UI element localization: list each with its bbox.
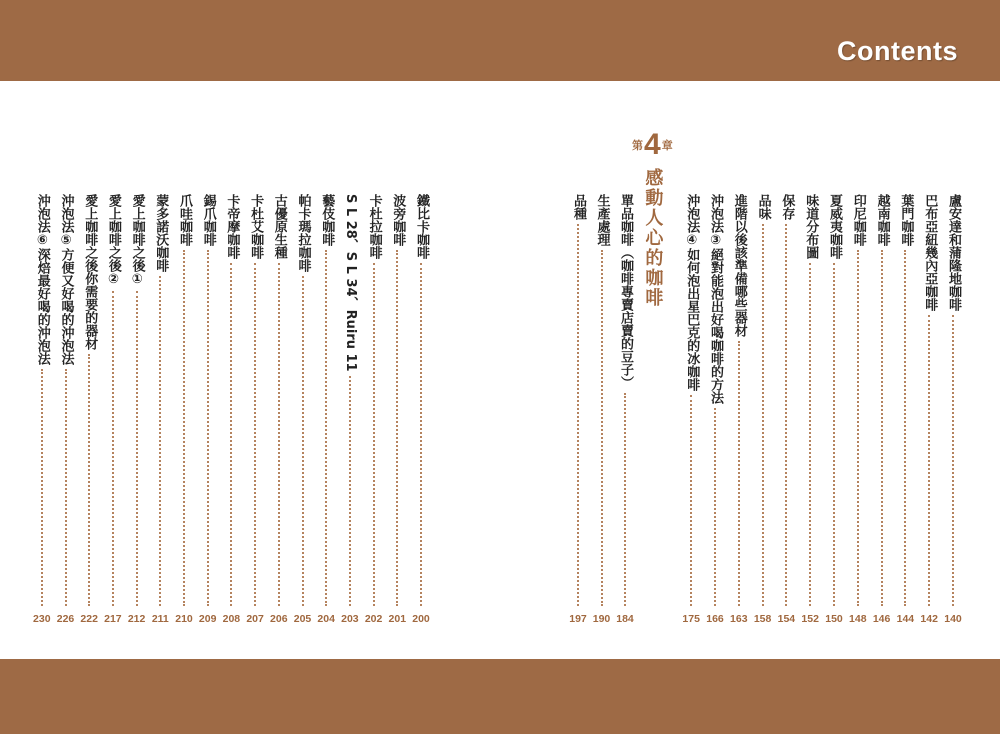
chapter-suffix: 章 (661, 139, 673, 152)
toc-entry-title: 印尼咖啡 (850, 194, 866, 246)
toc-leader-dots (904, 250, 906, 606)
toc-page-number: 152 (801, 613, 819, 625)
toc-page-number: 207 (246, 613, 264, 625)
toc-page-number: 175 (682, 613, 700, 625)
toc-entry-title: 卡杜艾咖啡 (248, 194, 264, 259)
toc-entry (871, 194, 893, 606)
toc-leader-dots (136, 291, 138, 606)
toc-entry-title: 沖泡法③絕對能泡出好喝咖啡的方法 (708, 194, 723, 404)
toc-leader-dots (88, 354, 90, 606)
toc-leader-dots (881, 250, 883, 606)
toc-leader-dots (373, 263, 375, 606)
toc-entry (567, 194, 589, 606)
toc-entry-title: 沖泡法④如何泡出星巴克的冰咖啡 (684, 194, 700, 391)
toc-leader-dots (325, 250, 327, 606)
toc-entry (363, 194, 385, 606)
toc-entry-title: 品種 (571, 194, 586, 220)
toc-entry-title: 盧安達和蒲隆地咖啡 (946, 194, 961, 311)
toc-leader-dots (952, 315, 954, 606)
toc-entry (244, 194, 266, 606)
toc-leader-dots (857, 250, 859, 606)
toc-entry-title: 愛上咖啡之後你需要的器材 (82, 194, 98, 350)
toc-page-number: 204 (317, 613, 335, 625)
toc-page-number: 166 (706, 613, 724, 625)
toc-leader-dots (65, 369, 67, 606)
toc-entry-title: 帕卡瑪拉咖啡 (295, 194, 311, 272)
chapter-label (632, 130, 673, 160)
toc-entry-title: 味道分布圖 (803, 194, 819, 259)
toc-leader-dots (762, 224, 764, 606)
toc-entry (78, 194, 100, 606)
toc-entry (268, 194, 290, 606)
toc-leader-dots (41, 369, 43, 606)
toc-page-number: 148 (849, 613, 867, 625)
toc-page-number: 217 (104, 613, 122, 625)
toc-entry-title: 沖泡法⑤方便又好喝的沖泡法 (58, 194, 74, 365)
toc-page-number: 144 (896, 613, 915, 625)
toc-entry-title: 爪哇咖啡 (177, 194, 192, 246)
toc-entry (339, 194, 361, 606)
toc-entry-title: 波旁咖啡 (390, 194, 406, 246)
toc-page-number: 230 (33, 613, 51, 625)
toc-page-number: 211 (151, 613, 169, 625)
toc-page-number: 142 (920, 613, 938, 625)
chapter-title: 感動人心的咖啡 (642, 168, 664, 308)
toc-entry-title: 保存 (779, 194, 795, 220)
toc-entry (31, 194, 53, 606)
toc-page-number: 202 (364, 613, 383, 625)
toc-leader-dots (809, 263, 811, 606)
toc-leader-dots (278, 263, 280, 606)
toc-page-number: 184 (616, 613, 634, 625)
chapter-prefix: 第 (632, 139, 643, 152)
toc-entry (704, 194, 726, 606)
contents-title: Contents (837, 36, 958, 66)
toc-entry (847, 194, 869, 606)
toc-entry-title: 單品咖啡（咖啡專賣店賣的豆子） (618, 194, 633, 389)
toc-leader-dots (159, 276, 161, 606)
toc-entry (775, 194, 797, 606)
toc-entry (799, 194, 821, 606)
toc-entry-title: 古優原生種 (271, 194, 287, 259)
toc-page-number: 201 (388, 613, 407, 625)
toc-entry (728, 194, 750, 606)
chapter-heading (632, 130, 673, 308)
toc-leader-dots (230, 263, 232, 606)
chapter-number: 4 (644, 128, 661, 161)
toc-entry-title: 蒙多諾沃咖啡 (153, 194, 169, 272)
toc-page-number: 222 (80, 613, 98, 625)
toc-page-number: 158 (753, 613, 772, 625)
toc-page-number: 210 (175, 613, 193, 625)
toc-entry-title: 沖泡法⑥深焙最好喝的沖泡法 (34, 194, 50, 365)
toc-page-number: 200 (412, 613, 430, 625)
toc-entry-title: 進階以後該準備哪些器材 (731, 194, 747, 337)
toc-entry-title: 愛上咖啡之後① (129, 194, 145, 287)
toc-entry-title: 卡杜拉咖啡 (366, 194, 382, 259)
toc-page-number: 205 (293, 613, 312, 625)
toc-entry-title: 愛上咖啡之後② (105, 194, 121, 287)
toc-page-number: 226 (56, 613, 75, 625)
toc-entry-title: 錫爪咖啡 (200, 194, 216, 246)
toc-page-number: 209 (198, 613, 217, 625)
toc-leader-dots (928, 315, 930, 606)
toc-page-number: 190 (592, 613, 611, 625)
toc-entry-title: 越南咖啡 (874, 194, 890, 246)
toc-leader-dots (396, 250, 398, 606)
toc-leader-dots (833, 263, 835, 606)
toc-entry-title: 巴布亞紐幾內亞咖啡 (922, 194, 938, 311)
toc-entry-title: 生產處理 (594, 194, 610, 246)
toc-leader-dots (624, 393, 626, 606)
toc-entry-title: 鐵比卡咖啡 (414, 194, 429, 259)
toc-entry-title: 葉門咖啡 (898, 194, 914, 246)
footer-band (0, 659, 1000, 734)
toc-leader-dots (112, 291, 114, 606)
toc-entry (315, 194, 337, 606)
toc-page-number: 150 (825, 613, 843, 625)
toc-leader-dots (207, 250, 209, 606)
toc-entry (680, 194, 702, 606)
toc-page-number: 206 (270, 613, 288, 625)
toc-leader-dots (690, 395, 692, 606)
toc-entry-title: S L 28、S L 34、Ruiru 11 (342, 194, 358, 372)
toc-entry (894, 194, 916, 606)
toc-entry (386, 194, 408, 606)
toc-entry-title: 夏威夷咖啡 (827, 194, 842, 259)
toc-leader-dots (183, 250, 185, 606)
toc-entry (752, 194, 774, 606)
toc-page-number: 140 (944, 613, 962, 625)
toc-entry (292, 194, 314, 606)
toc-entry-title: 卡帝摩咖啡 (224, 194, 240, 259)
toc-page-number: 146 (872, 613, 891, 625)
toc-leader-dots (302, 276, 304, 606)
toc-entry (942, 194, 964, 606)
toc-entry-title: 品味 (755, 194, 771, 220)
toc-page-number: 197 (569, 613, 587, 625)
toc-page-number: 203 (341, 613, 359, 625)
toc-entry (220, 194, 242, 606)
toc-leader-dots (349, 376, 351, 606)
toc-page-number: 154 (777, 613, 796, 625)
toc-leader-dots (420, 263, 422, 606)
toc-entry (173, 194, 195, 606)
toc-page-number: 212 (127, 613, 146, 625)
toc-entry (410, 194, 432, 606)
toc-entry (823, 194, 845, 606)
toc-entry (126, 194, 148, 606)
toc-leader-dots (714, 408, 716, 606)
toc-leader-dots (601, 250, 603, 606)
toc-entry (591, 194, 613, 606)
toc-entry-title: 藝伎咖啡 (319, 194, 335, 246)
toc-entry (55, 194, 77, 606)
toc-leader-dots (785, 224, 787, 606)
toc-leader-dots (577, 224, 579, 606)
toc-entry (102, 194, 124, 606)
toc-page-number: 163 (730, 613, 748, 625)
toc-page-number: 208 (222, 613, 241, 625)
toc-entry (149, 194, 171, 606)
toc-entry (197, 194, 219, 606)
toc-entry (614, 194, 636, 606)
toc-leader-dots (738, 341, 740, 606)
toc-leader-dots (254, 263, 256, 606)
toc-entry (918, 194, 940, 606)
